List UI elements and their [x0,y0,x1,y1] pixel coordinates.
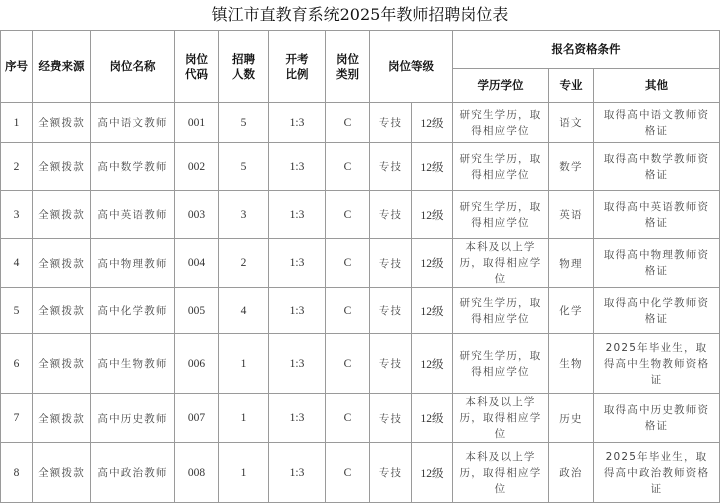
cell-education: 本科及以上学历，取得相应学位 [453,239,549,288]
cell-ratio: 1:3 [269,334,326,394]
cell-post-name: 高中生物教师 [91,334,175,394]
cell-level-type: 专技 [370,143,412,191]
cell-education: 本科及以上学历，取得相应学位 [453,394,549,443]
page-title: 镇江市直教育系统2025年教师招聘岗位表 [211,5,509,24]
cell-seq: 5 [1,288,33,334]
cell-ratio: 1:3 [269,443,326,503]
table-row [1,191,720,239]
cell-education: 本科及以上学历，取得相应学位 [453,443,549,503]
cell-major: 政治 [549,443,594,503]
cell-hire-count: 3 [219,191,269,239]
cell-category: C [326,288,370,334]
cell-level-type: 专技 [370,103,412,143]
cell-hire-count: 5 [219,103,269,143]
cell-other: 取得高中物理教师资格证 [594,239,720,288]
table-row [1,239,720,288]
cell-post-name: 高中政治教师 [91,443,175,503]
cell-post-name: 高中化学教师 [91,288,175,334]
cell-post-name: 高中历史教师 [91,394,175,443]
cell-post-name: 高中语文教师 [91,103,175,143]
cell-level-type: 专技 [370,288,412,334]
cell-other: 取得高中数学教师资格证 [594,143,720,191]
cell-major: 历史 [549,394,594,443]
cell-education: 研究生学历，取得相应学位 [453,334,549,394]
cell-post-code: 008 [175,443,219,503]
cell-level-type: 专技 [370,191,412,239]
cell-category: C [326,334,370,394]
cell-major: 化学 [549,288,594,334]
cell-post-name: 高中数学教师 [91,143,175,191]
header-post-name: 岗位名称 [91,31,175,103]
cell-post-code: 007 [175,394,219,443]
table-row [1,288,720,334]
cell-category: C [326,143,370,191]
cell-education: 研究生学历，取得相应学位 [453,191,549,239]
header-other: 其他 [594,69,720,103]
cell-fund: 全额拨款 [33,191,91,239]
cell-major: 语文 [549,103,594,143]
cell-seq: 2 [1,143,33,191]
cell-category: C [326,239,370,288]
recruitment-table [0,30,720,503]
cell-education: 研究生学历，取得相应学位 [453,143,549,191]
header-major: 专业 [549,69,594,103]
cell-post-code: 001 [175,103,219,143]
cell-other: 取得高中历史教师资格证 [594,394,720,443]
cell-post-code: 004 [175,239,219,288]
cell-education: 研究生学历，取得相应学位 [453,288,549,334]
cell-hire-count: 2 [219,239,269,288]
cell-level: 12级 [412,239,453,288]
cell-seq: 1 [1,103,33,143]
cell-level: 12级 [412,334,453,394]
cell-fund: 全额拨款 [33,103,91,143]
cell-seq: 7 [1,394,33,443]
header-category: 岗位类别 [326,31,370,103]
table-row [1,143,720,191]
cell-education: 研究生学历，取得相应学位 [453,103,549,143]
cell-ratio: 1:3 [269,239,326,288]
cell-hire-count: 1 [219,334,269,394]
cell-category: C [326,394,370,443]
header-post-code: 岗位代码 [175,31,219,103]
header-qualifications: 报名资格条件 [453,31,720,69]
cell-level: 12级 [412,394,453,443]
cell-level-type: 专技 [370,394,412,443]
header-level: 岗位等级 [370,31,453,103]
cell-post-name: 高中英语教师 [91,191,175,239]
cell-fund: 全额拨款 [33,394,91,443]
cell-ratio: 1:3 [269,191,326,239]
cell-fund: 全额拨款 [33,334,91,394]
cell-seq: 8 [1,443,33,503]
cell-major: 英语 [549,191,594,239]
cell-post-code: 002 [175,143,219,191]
cell-category: C [326,191,370,239]
cell-hire-count: 1 [219,443,269,503]
cell-level: 12级 [412,191,453,239]
cell-post-code: 005 [175,288,219,334]
cell-level: 12级 [412,103,453,143]
cell-post-name: 高中物理教师 [91,239,175,288]
cell-post-code: 003 [175,191,219,239]
table-row [1,103,720,143]
cell-level: 12级 [412,143,453,191]
table-row [1,394,720,443]
cell-seq: 4 [1,239,33,288]
cell-ratio: 1:3 [269,394,326,443]
cell-other: 2025年毕业生，取得高中政治教师资格证 [594,443,720,503]
header-education: 学历学位 [453,69,549,103]
cell-category: C [326,103,370,143]
cell-fund: 全额拨款 [33,443,91,503]
cell-ratio: 1:3 [269,143,326,191]
cell-level: 12级 [412,288,453,334]
cell-other: 2025年毕业生，取得高中生物教师资格证 [594,334,720,394]
cell-category: C [326,443,370,503]
cell-hire-count: 1 [219,394,269,443]
cell-fund: 全额拨款 [33,288,91,334]
cell-seq: 6 [1,334,33,394]
cell-level-type: 专技 [370,239,412,288]
cell-ratio: 1:3 [269,103,326,143]
table-row [1,334,720,394]
cell-post-code: 006 [175,334,219,394]
cell-seq: 3 [1,191,33,239]
cell-other: 取得高中化学教师资格证 [594,288,720,334]
cell-level: 12级 [412,443,453,503]
cell-fund: 全额拨款 [33,239,91,288]
cell-other: 取得高中语文教师资格证 [594,103,720,143]
cell-major: 物理 [549,239,594,288]
cell-major: 生物 [549,334,594,394]
header-fund: 经费来源 [33,31,91,103]
cell-fund: 全额拨款 [33,143,91,191]
header-seq: 序号 [1,31,33,103]
cell-hire-count: 4 [219,288,269,334]
header-hire-count: 招聘人数 [219,31,269,103]
cell-level-type: 专技 [370,443,412,503]
cell-ratio: 1:3 [269,288,326,334]
cell-major: 数学 [549,143,594,191]
table-row [1,443,720,503]
cell-level-type: 专技 [370,334,412,394]
cell-hire-count: 5 [219,143,269,191]
cell-other: 取得高中英语教师资格证 [594,191,720,239]
header-ratio: 开考比例 [269,31,326,103]
